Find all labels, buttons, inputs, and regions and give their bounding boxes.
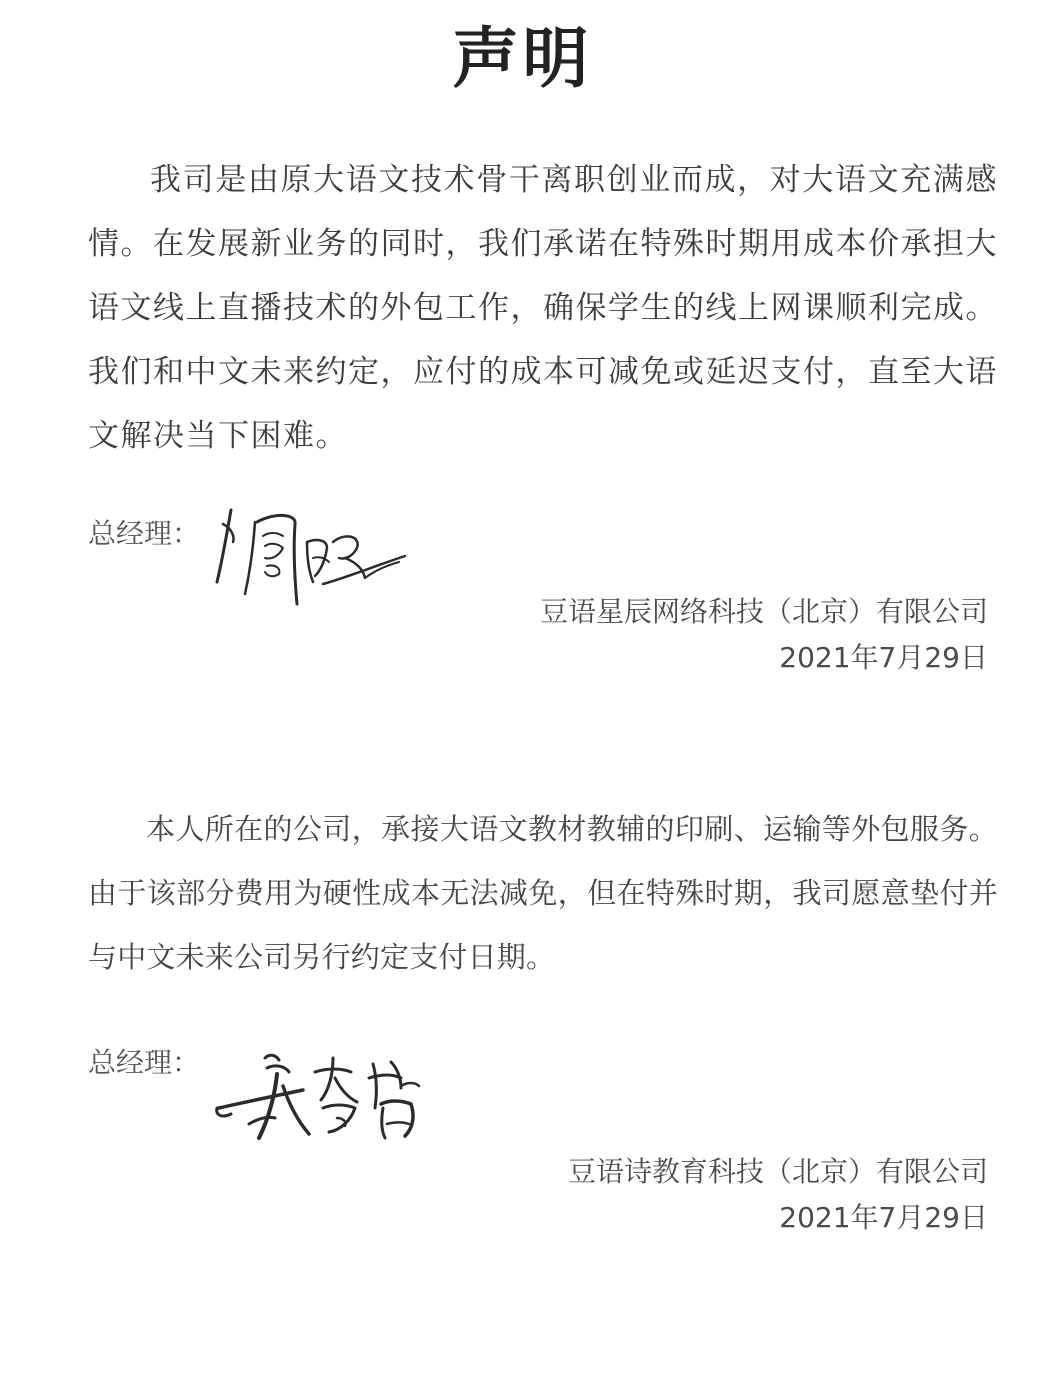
statement-2-company: 豆语诗教育科技（北京）有限公司 bbox=[567, 1155, 988, 1188]
signature-1-image bbox=[205, 502, 415, 620]
statement-1-date: 2021年7月29日 bbox=[779, 641, 988, 674]
statement-1-body: 我司是由原大语文技术骨干离职创业而成，对大语文充满感情。在发展新业务的同时，我们承诺在特殊时期用成本价承担大语文线上直播技术的外包工作，确保学生的线上网课顺利完成。我们和中文未来约定，应付的成本可减免或延迟支付，直至大语文解决当下困难。 bbox=[88, 162, 998, 454]
statement-2-date: 2021年7月29日 bbox=[779, 1201, 988, 1234]
statement-2-body: 本人所在的公司，承接大语文教材教辅的印刷、运输等外包服务。由于该部分费用为硬性成本无法减免，但在特殊时期，我司愿意垫付并与中文未来公司另行约定支付日期。 bbox=[88, 812, 998, 974]
statement-2-signer-label: 总经理： bbox=[88, 1046, 201, 1079]
document-title: 声明 bbox=[452, 20, 593, 97]
statement-1-signer-label: 总经理： bbox=[88, 517, 201, 550]
signature-2-image bbox=[205, 1038, 445, 1150]
statement-1-company: 豆语星辰网络科技（北京）有限公司 bbox=[539, 595, 988, 628]
